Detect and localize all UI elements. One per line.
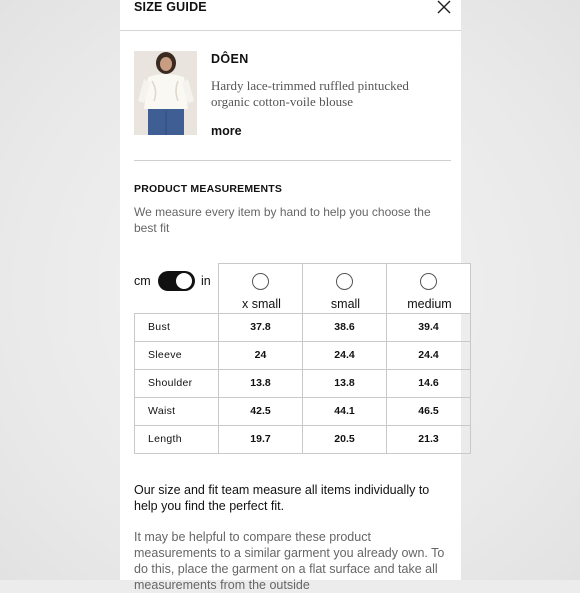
- row-value: 42.5: [218, 397, 303, 426]
- size-guide-title: SIZE GUIDE: [134, 0, 207, 14]
- row-value: 19.7: [218, 425, 303, 454]
- section-divider: [134, 160, 451, 161]
- row-label: Length: [134, 425, 219, 454]
- row-value: 46.5: [386, 397, 471, 426]
- row-label: Sleeve: [134, 341, 219, 370]
- row-value: 39.4: [386, 313, 471, 342]
- row-value: 37.8: [218, 313, 303, 342]
- measurements-table: [134, 263, 451, 455]
- size-column-xsmall[interactable]: [218, 263, 303, 313]
- row-label: Waist: [134, 397, 219, 426]
- size-guide-header: [120, 0, 461, 31]
- product-image: [134, 51, 197, 135]
- close-icon: [436, 0, 452, 16]
- row-value: 38.6: [302, 313, 387, 342]
- size-radio[interactable]: [336, 273, 353, 290]
- row-value: 14.6: [386, 369, 471, 398]
- size-guide-panel: [120, 0, 461, 592]
- size-radio[interactable]: [420, 273, 437, 290]
- product-name: Hardy lace-trimmed ruffled pintucked organic cotton-voile blouse: [211, 78, 409, 109]
- unit-in-label: in: [201, 274, 211, 288]
- unit-cm-label: cm: [134, 274, 151, 288]
- row-value: 24.4: [386, 341, 471, 370]
- row-value: 20.5: [302, 425, 387, 454]
- size-label: small: [330, 297, 361, 311]
- size-label: medium: [407, 297, 452, 311]
- compare-garment-text: It may be helpful to compare these product measurements to a similar garment you already own. To do this, place the garment on a flat surface and take all measurements from the outside: [134, 530, 445, 592]
- row-value: 24.4: [302, 341, 387, 370]
- size-radio[interactable]: [252, 273, 269, 290]
- row-value: 21.3: [386, 425, 471, 454]
- row-label: Shoulder: [134, 369, 219, 398]
- row-value: 44.1: [302, 397, 387, 426]
- row-value: 13.8: [218, 369, 303, 398]
- fit-team-text: Our size and fit team measure all items individually to help you find the perfect fit.: [134, 483, 430, 513]
- size-column-small[interactable]: [302, 263, 387, 313]
- measurements-description: We measure every item by hand to help you choose the best fit: [134, 205, 431, 235]
- close-button[interactable]: [436, 0, 452, 16]
- row-value: 24: [218, 341, 303, 370]
- more-link[interactable]: more: [211, 124, 242, 138]
- size-column-medium[interactable]: [386, 263, 471, 313]
- row-value: 13.8: [302, 369, 387, 398]
- measurements-title: PRODUCT MEASUREMENTS: [134, 183, 283, 195]
- row-label: Bust: [134, 313, 219, 342]
- size-label: x small: [242, 297, 281, 311]
- product-brand: DÔEN: [211, 52, 249, 66]
